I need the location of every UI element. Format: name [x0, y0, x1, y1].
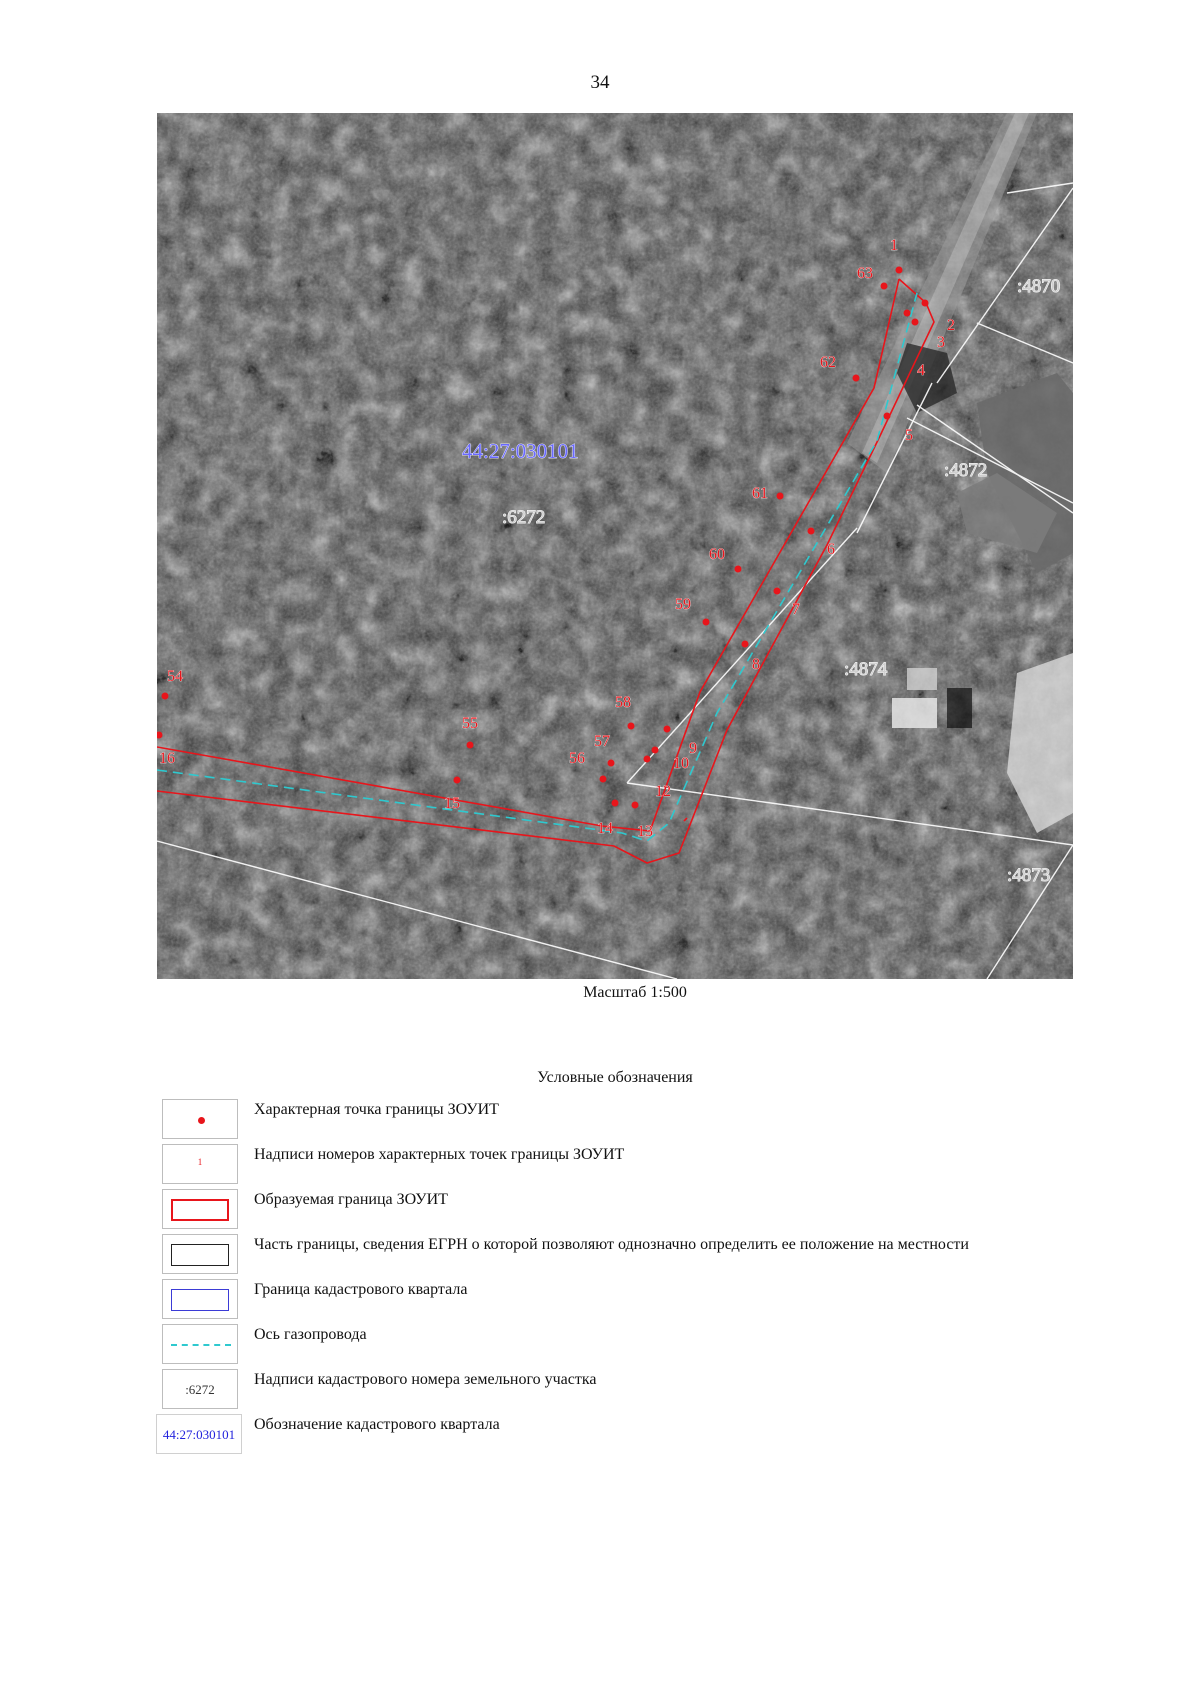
zouit-point-label-55: 55 — [462, 715, 478, 732]
parcel-label-4872: :4872 — [944, 460, 988, 481]
zouit-point-54 — [162, 693, 169, 700]
zouit-point-label-54: 54 — [167, 668, 183, 685]
legend-item-quarter-label — [162, 1412, 1122, 1457]
zouit-point-label-6: 6 — [827, 541, 835, 558]
zouit-point-label-60: 60 — [709, 546, 725, 563]
zouit-point-label-1: 1 — [890, 237, 898, 254]
zouit-point-55 — [467, 742, 474, 749]
legend-item-point — [162, 1097, 1122, 1142]
zouit-point-63 — [881, 283, 888, 290]
zouit-point-label-9: 9 — [689, 740, 697, 757]
zouit-point-label-7: 7 — [792, 601, 800, 618]
legend-item-quarter-border — [162, 1277, 1122, 1322]
black-rect-icon — [171, 1244, 229, 1266]
red-rect-icon — [171, 1199, 229, 1221]
zouit-point-label-59: 59 — [675, 596, 691, 613]
zouit-point-12 — [644, 756, 651, 763]
zouit-point-2 — [922, 300, 929, 307]
legend-symbol — [162, 1369, 238, 1409]
zouit-point-label-56: 56 — [569, 750, 585, 767]
zouit-point-60 — [735, 566, 742, 573]
cadastral-quarter-label: 44:27:030101 — [462, 439, 579, 463]
red-dot-icon — [198, 1117, 205, 1124]
zouit-point-label-16: 16 — [159, 750, 175, 767]
legend — [162, 1097, 1122, 1457]
zouit-point-9 — [664, 726, 671, 733]
parcel-label-4870: :4870 — [1017, 276, 1061, 297]
legend-item-plot-label — [162, 1367, 1122, 1412]
legend-text: Граница кадастрового квартала — [254, 1281, 468, 1298]
zouit-point-13 — [632, 802, 639, 809]
zouit-point-label-4: 4 — [917, 362, 925, 379]
legend-symbol — [156, 1414, 242, 1454]
parcel-label-4874: :4874 — [844, 659, 888, 680]
legend-item-egrn-border — [162, 1232, 1122, 1277]
zouit-point-label-12: 12 — [655, 783, 671, 800]
zouit-point-label-10: 10 — [673, 755, 689, 772]
legend-title: Условные обозначения — [537, 1069, 693, 1086]
zouit-point-label-3: 3 — [937, 334, 945, 351]
legend-symbol — [162, 1324, 238, 1364]
zouit-point-label-61: 61 — [752, 485, 768, 502]
zouit-point-label-57: 57 — [594, 733, 610, 750]
map-scale: Масштаб 1:500 — [583, 984, 687, 1001]
legend-symbol — [162, 1099, 238, 1139]
zouit-point-5 — [884, 413, 891, 420]
parcel-label-4873: :4873 — [1007, 865, 1051, 886]
parcel-label-6272: :6272 — [502, 507, 546, 528]
zouit-point-label-2: 2 — [947, 317, 955, 334]
cadastral-map — [157, 113, 1073, 979]
page-number: 34 — [590, 72, 610, 93]
legend-text: Обозначение кадастрового квартала — [254, 1416, 500, 1433]
zouit-point-label-5: 5 — [905, 427, 913, 444]
zouit-point-1 — [896, 267, 903, 274]
zouit-point-label-62: 62 — [820, 354, 836, 371]
legend-item-point-number — [162, 1142, 1122, 1187]
blue-rect-icon — [171, 1289, 229, 1311]
plot-label-sample: :6272 — [185, 1382, 215, 1397]
legend-text: Образуемая граница ЗОУИТ — [254, 1191, 448, 1208]
zouit-point-14 — [612, 800, 619, 807]
legend-item-zouit-border — [162, 1187, 1122, 1232]
quarter-label-sample: 44:27:030101 — [162, 1427, 236, 1442]
legend-symbol — [162, 1144, 238, 1184]
legend-symbol — [162, 1279, 238, 1319]
legend-symbol — [162, 1234, 238, 1274]
zouit-point-15 — [454, 777, 461, 784]
zouit-point-57 — [608, 760, 615, 767]
zouit-point-7 — [774, 588, 781, 595]
legend-text: Ось газопровода — [254, 1326, 367, 1343]
zouit-point-61 — [777, 493, 784, 500]
point-number-sample: 1 — [197, 1157, 203, 1167]
zouit-point-10 — [652, 747, 659, 754]
zouit-point-label-13: 13 — [637, 823, 653, 840]
zouit-point-label-58: 58 — [615, 694, 631, 711]
zouit-point-label-63: 63 — [857, 265, 873, 282]
zouit-point-label-8: 8 — [752, 656, 760, 673]
zouit-point-56 — [600, 776, 607, 783]
legend-symbol — [162, 1189, 238, 1229]
zouit-point-62 — [853, 375, 860, 382]
legend-item-gas-axis — [162, 1322, 1122, 1367]
legend-text: Надписи номеров характерных точек границы ЗОУИТ — [254, 1146, 625, 1163]
building — [892, 698, 937, 728]
legend-text: Надписи кадастрового номера земельного участка — [254, 1371, 597, 1388]
legend-text: Часть границы, сведения ЕГРН о которой позволяют однозначно определить ее положение на местности — [254, 1236, 969, 1253]
zouit-point-8 — [742, 641, 749, 648]
zouit-point-6 — [808, 528, 815, 535]
zouit-point-label-14: 14 — [597, 820, 613, 837]
zouit-point-59 — [703, 619, 710, 626]
cyan-dash-icon — [171, 1344, 231, 1346]
zouit-point-3 — [912, 319, 919, 326]
zouit-point-label-15: 15 — [444, 795, 460, 812]
legend-text: Характерная точка границы ЗОУИТ — [254, 1101, 499, 1118]
zouit-point-58 — [628, 723, 635, 730]
zouit-point-4 — [904, 310, 911, 317]
